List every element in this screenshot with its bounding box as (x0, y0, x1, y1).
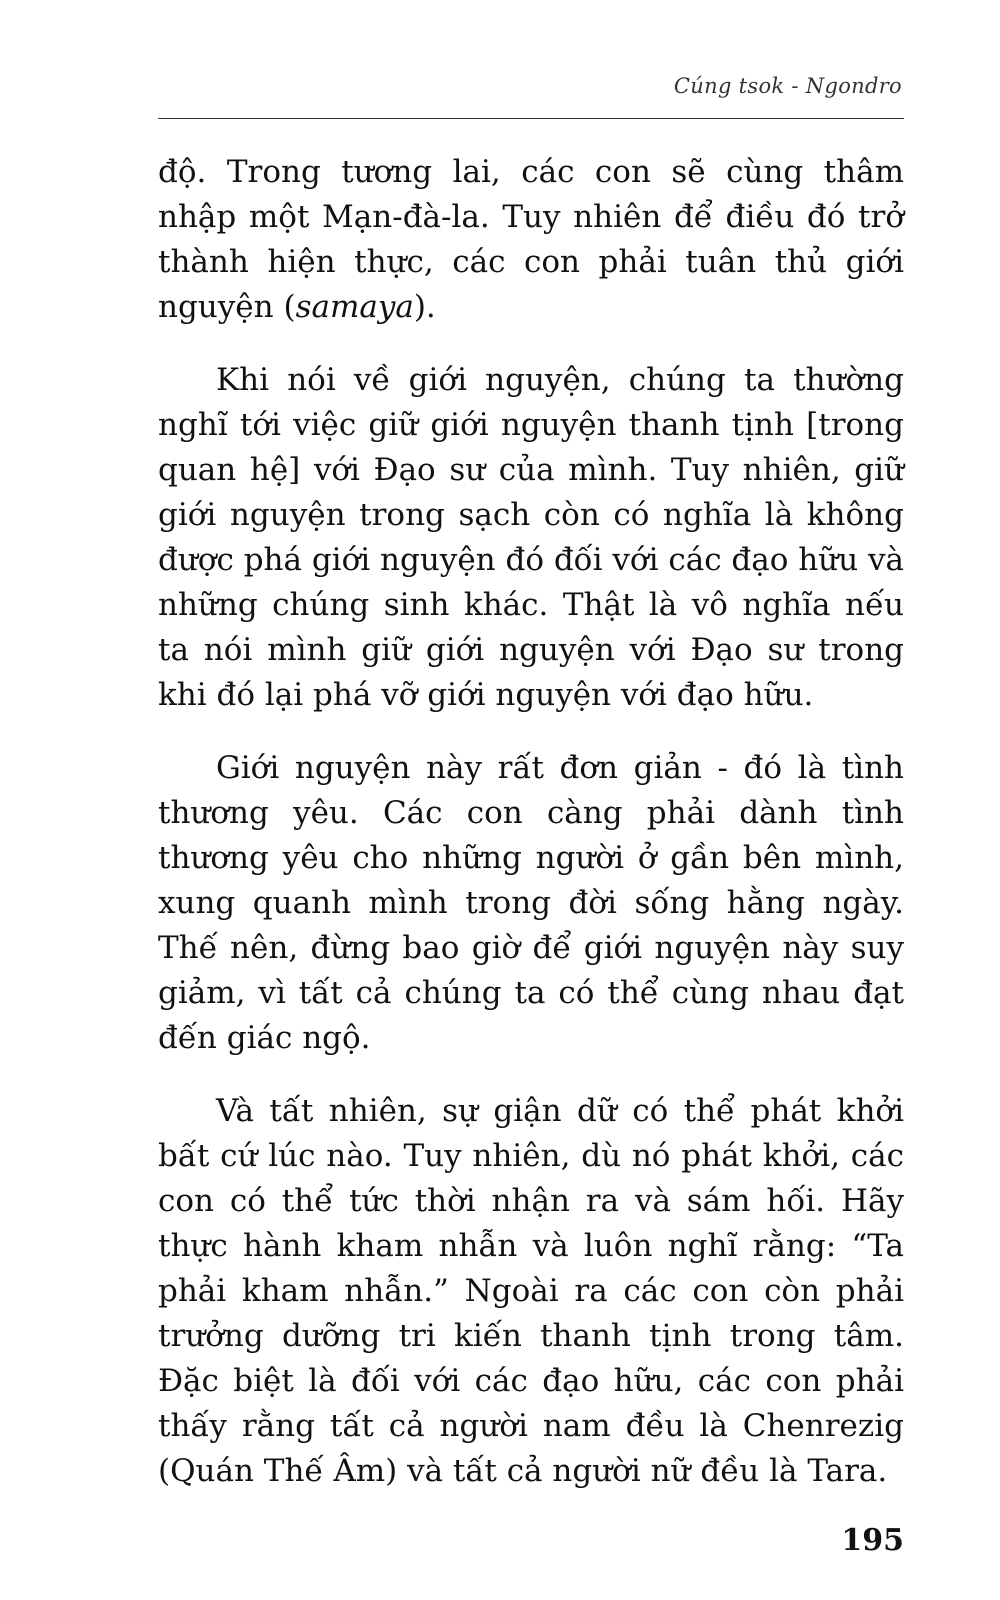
paragraph-1-end: ). (413, 289, 436, 325)
paragraph-2: Khi nói về giới nguyện, chúng ta thường nghĩ tới việc giữ giới nguyện thanh tịnh [trong quan hệ] với Đạo sư của mình. Tuy nhiên, giữ giới nguyện trong sạch còn có nghĩa là không được phá giới nguyện đó đối với các đạo hữu và những chúng sinh khác. Thật là vô nghĩa nếu ta nói mình giữ giới nguyện với Đạo sư trong khi đó lại phá vỡ giới nguyện với đạo hữu. (158, 362, 905, 713)
body-text (158, 150, 904, 1522)
header-rule (158, 118, 904, 119)
page-number: 195 (841, 1523, 904, 1558)
paragraph-1-text: độ. Trong tương lai, các con sẽ cùng thâm nhập một Mạn-đà-la. Tuy nhiên để điều đó trở thành hiện thực, các con phải tuân thủ giới nguyện ( (158, 154, 904, 325)
paragraph-3: Giới nguyện này rất đơn giản - đó là tình thương yêu. Các con càng phải dành tình thương yêu cho những người ở gần bên mình, xung quanh mình trong đời sống hằng ngày. Thế nên, đừng bao giờ để giới nguyện này suy giảm, vì tất cả chúng ta có thể cùng nhau đạt đến giác ngộ. (158, 750, 904, 1056)
paragraph-1 (158, 150, 904, 330)
running-head: Cúng tsok - Ngondro (673, 74, 902, 98)
paragraph-4: Và tất nhiên, sự giận dữ có thể phát khởi bất cứ lúc nào. Tuy nhiên, dù nó phát khởi, các con có thể tức thời nhận ra và sám hối. Hãy thực hành kham nhẫn và luôn nghĩ rằng: “Ta phải kham nhẫn.” Ngoài ra các con còn phải trưởng dưỡng tri kiến thanh tịnh trong tâm. Đặc biệt là đối với các đạo hữu, các con phải thấy rằng tất cả người nam đều là Chenrezig (Quán Thế Âm) và tất cả người nữ đều là Tara. (158, 1093, 904, 1489)
samaya-term: samaya (295, 289, 414, 325)
